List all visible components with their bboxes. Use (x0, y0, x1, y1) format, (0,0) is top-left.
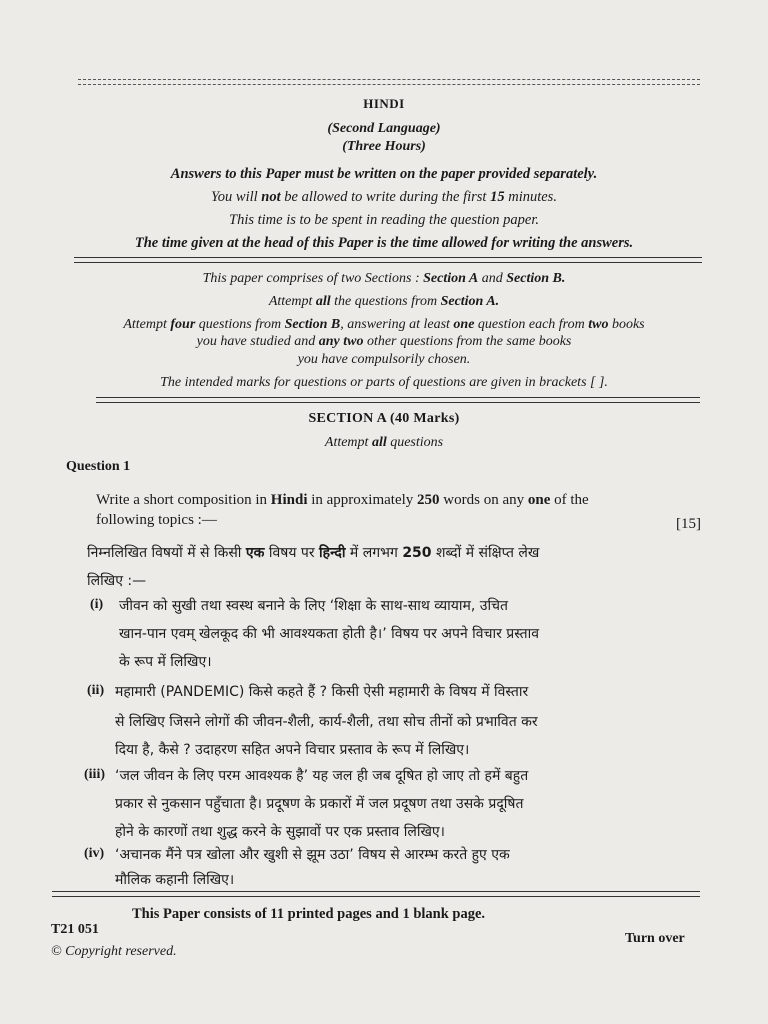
section-divider (96, 397, 700, 398)
turn-over: Turn over (625, 931, 685, 946)
subject-title: HINDI (363, 96, 405, 111)
instruction-line-4: The time given at the head of this Paper is the time allowed for writing the answers. (134, 235, 634, 251)
paper-info-line-4: you have studied and any two other questions from the same books (196, 334, 572, 349)
option-number: (i) (90, 597, 104, 612)
paper-info-line-1: This paper comprises of two Sections : Section A and Section B. (202, 271, 566, 286)
option-line: से लिखिए जिसने लोगों की जीवन-शैली, कार्य-शैली, तथा सोच तीनों को प्रभावित कर (115, 714, 538, 730)
footer-rule (52, 891, 700, 892)
subtitle: (Second Language) (327, 121, 441, 136)
option-line: मौलिक कहानी लिखिए। (115, 872, 235, 888)
option-line: जीवन को सुखी तथा स्वस्थ बनाने के लिए ‘शिक्षा के साथ-साथ व्यायाम, उचित (119, 598, 508, 614)
divider-2 (74, 262, 702, 263)
paper-code: T21 051 (51, 922, 99, 937)
option-line: महामारी (PANDEMIC) किसे कहते हैं ? किसी ऐसी महामारी के विषय में विस्तार (115, 684, 529, 700)
question-text-hi-2: लिखिए :— (87, 573, 147, 589)
option-number: (iv) (84, 846, 105, 861)
paper-info-line-2: Attempt all the questions from Section A. (268, 294, 500, 309)
option-line: ‘जल जीवन के लिए परम आवश्यक है’ यह जल ही जब दूषित हो जाए तो हमें बहुत (115, 768, 529, 784)
question-text-en-2: following topics :— (96, 512, 217, 528)
top-rule (78, 79, 700, 80)
option-line: दिया है, कैसे ? उदाहरण सहित अपने विचार प्रस्ताव के रूप में लिखिए। (115, 742, 470, 758)
paper-info-line-5: you have compulsorily chosen. (297, 352, 471, 367)
section-subtitle: Attempt all questions (324, 435, 444, 450)
paper-info-line-6: The intended marks for questions or parts of questions are given in brackets [ ]. (160, 375, 608, 390)
option-line: के रूप में लिखिए। (119, 654, 212, 670)
option-line: खान-पान एवम् खेलकूद की भी आवश्यकता होती है।’ विषय पर अपने विचार प्रस्ताव (119, 626, 540, 642)
section-divider-2 (96, 402, 700, 403)
option-line: प्रकार से नुकसान पहुँचाता है। प्रदूषण के प्रकारों में जल प्रदूषण तथा उसके प्रदूषित (115, 796, 524, 812)
section-title: SECTION A (40 Marks) (308, 411, 460, 426)
question-text-hi: निम्नलिखित विषयों में से किसी एक विषय पर हिन्दी में लगभग 250 शब्दों में संक्षिप्त लेख (87, 545, 540, 561)
duration: (Three Hours) (342, 139, 426, 154)
instruction-line-3: This time is to be spent in reading the question paper. (229, 212, 539, 228)
option-number: (iii) (84, 767, 105, 782)
question-label: Question 1 (66, 459, 131, 474)
top-rule-2 (78, 84, 700, 85)
copyright: © Copyright reserved. (51, 944, 177, 959)
marks-badge: [15] (676, 516, 701, 532)
footer-rule-2 (52, 896, 700, 897)
question-text-en: Write a short composition in Hindi in approximately 250 words on any one of the (96, 492, 589, 508)
page-count-note: This Paper consists of 11 printed pages and 1 blank page. (132, 906, 486, 922)
paper-info-line-3: Attempt four questions from Section B, answering at least one question each from two books (123, 317, 645, 332)
option-number: (ii) (87, 683, 105, 698)
divider (74, 257, 702, 258)
instruction-line-1: Answers to this Paper must be written on the paper provided separately. (170, 166, 598, 182)
option-line: ‘अचानक मैंने पत्र खोला और खुशी से झूम उठा’ विषय से आरम्भ करते हुए एक (115, 847, 510, 863)
option-line: होने के कारणों तथा शुद्ध करने के सुझावों पर एक प्रस्ताव लिखिए। (115, 824, 445, 840)
instruction-line-2: You will not be allowed to write during the first 15 minutes. (211, 189, 557, 205)
